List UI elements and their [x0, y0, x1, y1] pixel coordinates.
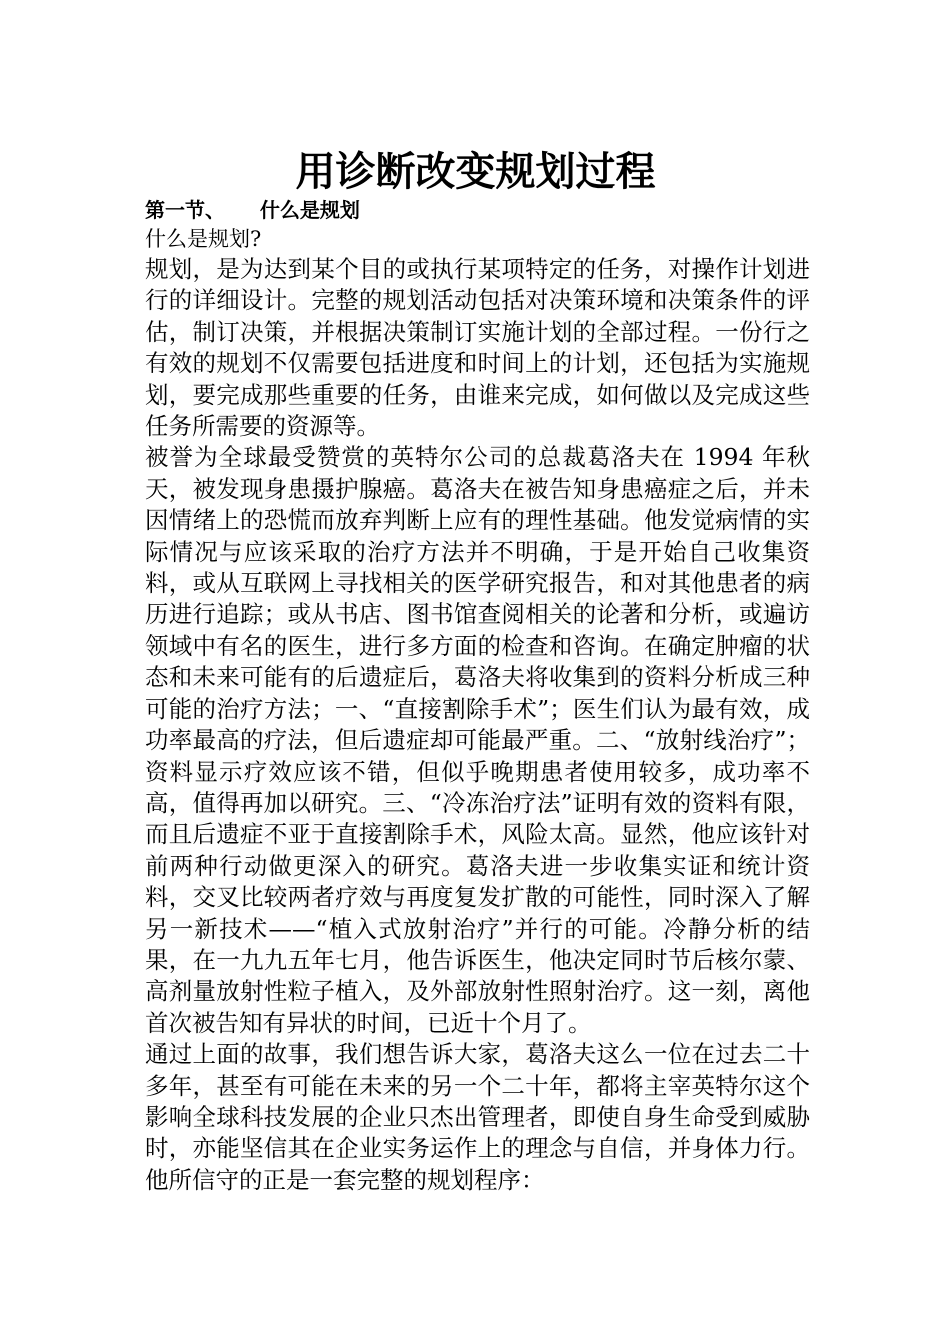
- document-body: [145, 148, 810, 1196]
- section-heading: 第一节、 什么是规划: [145, 198, 360, 222]
- paragraph-question: 什么是规划?: [145, 227, 262, 251]
- paragraph-definition: 规划，是为达到某个目的或执行某项特定的任务，对操作计划进行的详细设计。完整的规划活动包括对决策环境和决策条件的评估，制订决策，并根据决策制订实施计划的全部过程。一份行之有效的规划不仅需要包括进度和时间上的计划，还包括为实施规划，要完成那些重要的任务，由谁来完成，如何做以及完成这些任务所需要的资源等。: [145, 255, 810, 441]
- paragraph-story: 被誉为全球最受赞赏的英特尔公司的总裁葛洛夫在 1994 年秋天，被发现身患摄护腺癌。葛洛夫在被告知身患癌症之后，并未因情绪上的恐慌而放弃判断上应有的理性基础。他发觉病情的实际情况与应该采取的治疗方法并不明确，于是开始自己收集资料，或从互联网上寻找相关的医学研究报告，和对其他患者的病历进行追踪；或从书店、图书馆查阅相关的论著和分析，或遍访领域中有名的医生，进行多方面的检查和咨询。在确定肿瘤的状态和未来可能有的后遗症后，葛洛夫将收集到的资料分析成三种可能的治疗方法；一、“直接割除手术”；医生们认为最有效，成功率最高的疗法，但后遗症却可能最严重。二、“放射线治疗”；资料显示疗效应该不错，但似乎晚期患者使用较多，成功率不高，值得再加以研究。三、“冷冻治疗法”证明有效的资料有限，而且后遗症不亚于直接割除手术，风险太高。显然，他应该针对前两种行动做更深入的研究。葛洛夫进一步收集实证和统计资料，交叉比较两者疗效与再度复发扩散的可能性，同时深入了解另一新技术——“植入式放射治疗”并行的可能。冷静分析的结果，在一九九五年七月，他告诉医生，他决定同时节后核尔蒙、高剂量放射性粒子植入，及外部放射性照射治疗。这一刻，离他首次被告知有异状的时间，已近十个月了。: [145, 443, 810, 1037]
- paragraph-conclusion: 通过上面的故事，我们想告诉大家，葛洛夫这么一位在过去二十多年，甚至有可能在未来的另一个二十年，都将主宰英特尔这个影响全球科技发展的企业只杰出管理者，即使自身生命受到威胁时，亦能坚信其在企业实务运作上的理念与自信，并身体力行。他所信守的正是一套完整的规划程序：: [145, 1040, 810, 1194]
- document-title: 用诊断改变规划过程: [295, 149, 656, 195]
